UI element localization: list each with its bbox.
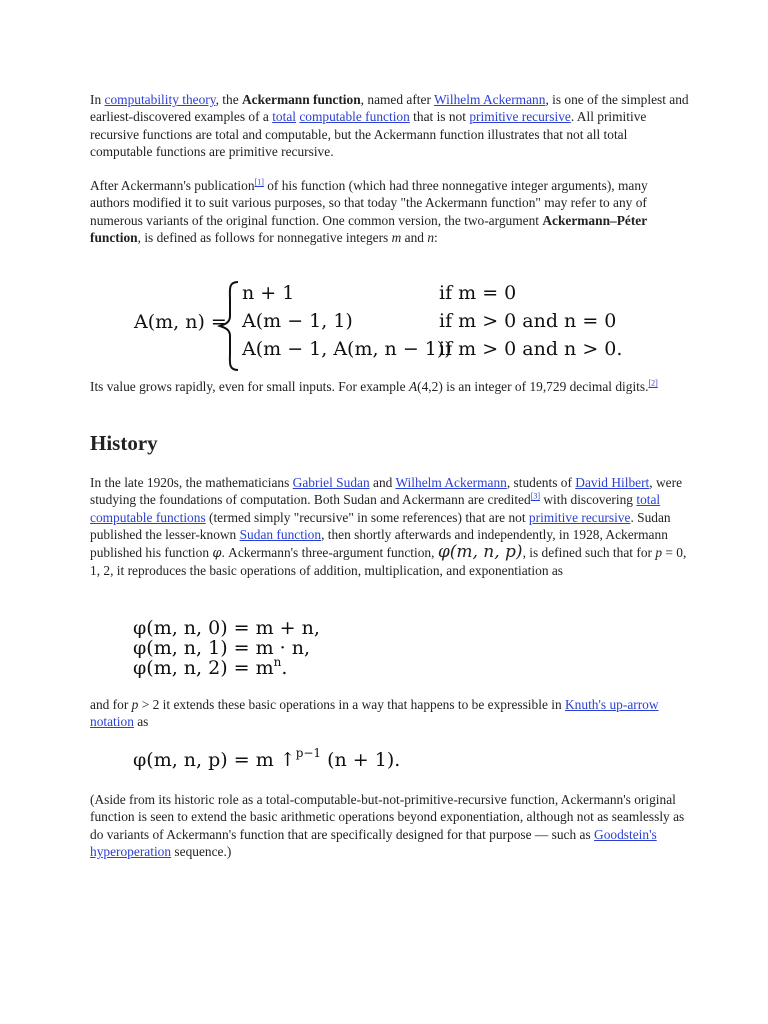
term-ackermann-peter: Ackermann–Péter function <box>90 212 647 246</box>
var-p: p <box>655 544 663 560</box>
text: In <box>90 92 105 107</box>
link-wilhelm-ackermann[interactable]: Wilhelm Ackermann <box>434 92 546 107</box>
text: In the late 1920s, the mathematicians <box>90 475 293 490</box>
citation-link-2[interactable]: [2] <box>648 378 658 388</box>
eq1-condition-3: if m > 0 and n > 0. <box>439 338 623 360</box>
link-goodstein[interactable]: Goodstein's <box>594 826 657 842</box>
eq2-line-3-exponent: n <box>273 655 282 669</box>
text: that is not <box>409 109 470 125</box>
eq3-text <box>133 746 400 771</box>
growth-paragraph <box>90 378 690 395</box>
citation-link-3[interactable]: [3] <box>530 491 541 501</box>
text: (4,2) is an integer of 19,729 decimal digits. <box>417 379 649 394</box>
phi-symbol: φ <box>212 545 222 561</box>
text: . All primitive recursive functions are total and computable, but the Ackermann function illustrates that not all total computable functions are primitive recursive. <box>90 109 647 160</box>
text: , students of <box>506 475 576 490</box>
text: as <box>133 714 149 730</box>
text: and <box>401 230 428 246</box>
term-ackermann-function: Ackermann function <box>242 92 361 107</box>
text: , then shortly afterwards and independently, in 1928, Ackermann published his function <box>90 527 668 560</box>
text: : <box>434 230 438 246</box>
eq1-case-3: A(m − 1, A(m, n − 1)) <box>242 338 452 360</box>
eq1-brace <box>220 282 238 370</box>
eq3-rhs: (n + 1). <box>321 749 401 771</box>
intro-paragraph <box>90 91 690 161</box>
text: (termed simply "recursive" in some references) that are not <box>205 509 529 525</box>
link-total-2[interactable]: total <box>636 492 661 508</box>
link-computable-function[interactable]: computable function <box>299 109 410 125</box>
text: , is one of the simplest and earliest-discovered examples of a <box>90 92 689 125</box>
text: and for <box>90 697 132 712</box>
function-a: A <box>408 379 418 394</box>
eq1-case-1: n + 1 <box>242 282 295 304</box>
link-primitive-recursive[interactable]: primitive recursive <box>469 109 571 125</box>
text: , named after <box>360 92 435 107</box>
eq2-line-2: φ(m, n, 1) = m · n, <box>133 637 311 659</box>
link-sudan-function[interactable]: Sudan function <box>239 527 322 543</box>
text: = 0, 1, 2, it reproduces the basic operations of addition, multiplication, and exponentiation as <box>90 544 687 579</box>
aside-paragraph <box>90 791 690 861</box>
text: Its value grows rapidly, even for small inputs. For example <box>90 379 409 394</box>
text: After Ackermann's publication <box>90 178 255 193</box>
citation-2 <box>648 379 657 388</box>
up-arrow-equation <box>133 746 400 771</box>
eq3-exponent: p−1 <box>295 746 322 760</box>
eq2-line-3-text: φ(m, n, 2) = m <box>133 657 274 679</box>
link-knuth-up-arrow[interactable]: Knuth's up-arrow notation <box>90 697 659 730</box>
citation-3 <box>531 492 540 501</box>
eq2-line-3-end: . <box>281 657 288 679</box>
link-primitive-recursive-2[interactable]: primitive recursive <box>528 509 631 525</box>
variants-paragraph <box>90 177 690 247</box>
text: . Sudan published the lesser-known <box>90 509 671 543</box>
phi-three-args: φ(m, n, p) <box>437 541 523 562</box>
var-n: n <box>427 230 435 246</box>
eq2-line-1: φ(m, n, 0) = m + n, <box>133 617 320 639</box>
text: , is defined such that for <box>522 544 656 560</box>
citation-link-1[interactable]: [1] <box>254 177 264 187</box>
eq3-lhs: φ(m, n, p) = m ↑ <box>133 749 296 771</box>
citation-1 <box>255 178 264 187</box>
eq1-lhs: A(m, n) = <box>134 311 227 333</box>
link-computability-theory[interactable]: computability theory <box>104 92 216 107</box>
text: of his function (which had three nonnegative integer arguments), many authors modified it to suit various purposes, so that today "the Ackermann function" may refer to any of numerous variants of the original function. One common version, the two-argument <box>90 178 648 228</box>
link-wilhelm-ackermann-2[interactable]: Wilhelm Ackermann <box>395 475 507 490</box>
link-gabriel-sudan[interactable]: Gabriel Sudan <box>292 475 370 490</box>
text: > 2 it extends these basic operations in a way that happens to be expressible in <box>138 697 566 712</box>
link-total[interactable]: total <box>272 109 296 125</box>
section-heading-history: History <box>90 431 158 455</box>
text: and <box>369 475 396 490</box>
link-hyperoperation[interactable]: hyperoperation <box>90 844 172 860</box>
text: (Aside from its historic role as a total-computable-but-not-primitive-recursive function, Ackermann's original function is seen to extend the basic arithmetic operations beyond exponentiation, although not as seamlessly as do variants of Ackermann's function that are specifically designed for that purpose — such as <box>90 792 685 842</box>
text: sequence.) <box>171 844 232 860</box>
three-arg-cases-equation <box>133 617 320 679</box>
text: . Ackermann's three-argument function, <box>221 544 438 560</box>
var-p-2: p <box>131 697 139 712</box>
ackermann-peter-equation <box>133 282 622 370</box>
text: with discovering <box>540 492 637 508</box>
eq1-condition-2: if m > 0 and n = 0 <box>439 310 617 332</box>
link-david-hilbert[interactable]: David Hilbert <box>575 475 650 490</box>
var-m: m <box>391 230 402 246</box>
eq2-line-3-base <box>133 655 287 679</box>
text: , were studying the foundations of computation. Both Sudan and Ackermann are credited <box>90 475 683 508</box>
eq1-condition-1: if m = 0 <box>439 282 517 304</box>
text: , the <box>215 92 242 107</box>
history-paragraph <box>90 474 690 579</box>
up-arrow-paragraph <box>90 696 690 731</box>
eq1-case-2: A(m − 1, 1) <box>242 310 353 332</box>
link-computable-functions[interactable]: computable functions <box>90 509 206 525</box>
text: , is defined as follows for nonnegative integers <box>137 230 392 246</box>
